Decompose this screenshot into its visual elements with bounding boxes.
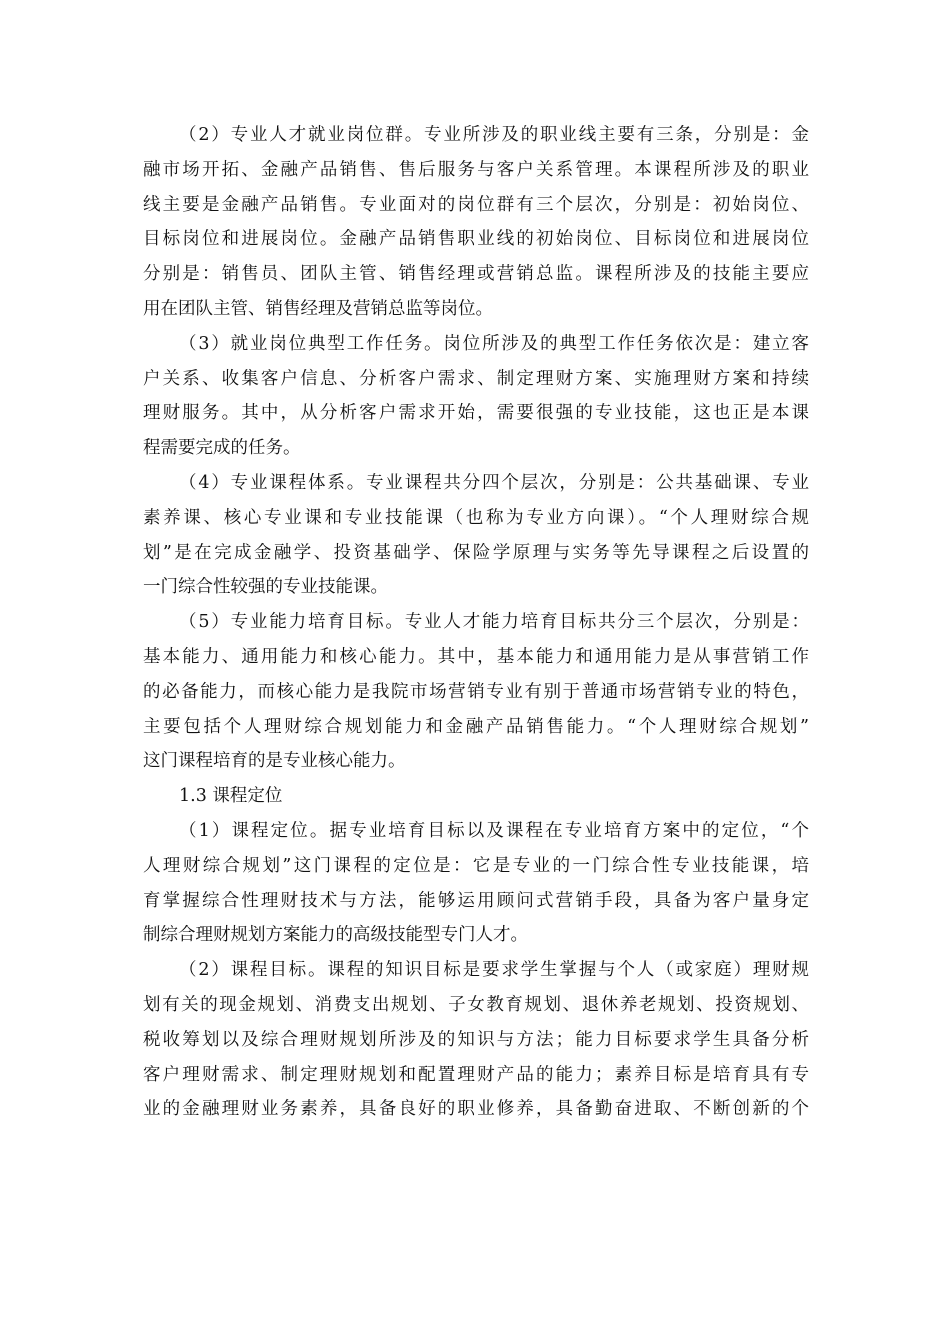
text-line: 户关系、收集客户信息、分析客户需求、制定理财方案、实施理财方案和持续 [143, 368, 809, 389]
text-line: （5）专业能力培育目标。专业人才能力培育目标共分三个层次，分别是： [179, 612, 809, 633]
text-line: 划有关的现金规划、消费支出规划、子女教育规划、退休养老规划、投资规划、 [143, 994, 809, 1015]
text-line: 主要包括个人理财综合规划能力和金融产品销售能力。“个人理财综合规划” [143, 716, 809, 737]
text-line: （2）专业人才就业岗位群。专业所涉及的职业线主要有三条，分别是：金 [179, 125, 809, 145]
text-line: 客户理财需求、制定理财规划和配置理财产品的能力；素养目标是培育具有专 [143, 1064, 809, 1085]
paragraph [143, 953, 809, 1127]
paragraph [143, 118, 809, 327]
document-body [143, 118, 809, 1127]
text-line: 育掌握综合性理财技术与方法，能够运用顾问式营销手段，具备为客户量身定 [143, 890, 809, 911]
section-heading [143, 779, 809, 814]
text-line: 线主要是金融产品销售。专业面对的岗位群有三个层次，分别是：初始岗位、 [143, 194, 809, 215]
paragraph [143, 466, 809, 605]
paragraph [143, 327, 809, 466]
text-line: 融市场开拓、金融产品销售、售后服务与客户关系管理。本课程所涉及的职业 [143, 159, 809, 180]
text-line: 这门课程培育的是专业核心能力。 [143, 751, 406, 772]
text-line: 1.3 课程定位 [179, 786, 283, 807]
text-line: 的必备能力，而核心能力是我院市场营销专业有别于普通市场营销专业的特色， [143, 681, 809, 702]
text-line: 税收筹划以及综合理财规划所涉及的知识与方法；能力目标要求学生具备分析 [143, 1029, 809, 1050]
text-line: （1）课程定位。据专业培育目标以及课程在专业培育方案中的定位，“个 [179, 820, 809, 841]
text-line: 一门综合性较强的专业技能课。 [143, 577, 388, 598]
text-line: 程需要完成的任务。 [143, 438, 301, 459]
text-line: 业的金融理财业务素养，具备良好的职业修养，具备勤奋进取、不断创新的个 [143, 1099, 809, 1120]
text-line: 目标岗位和进展岗位。金融产品销售职业线的初始岗位、目标岗位和进展岗位 [143, 229, 809, 250]
text-line: （3）就业岗位典型工作任务。岗位所涉及的典型工作任务依次是：建立客 [179, 333, 809, 354]
text-line: 人理财综合规划”这门课程的定位是：它是专业的一门综合性专业技能课，培 [143, 855, 809, 876]
text-line: （2）课程目标。课程的知识目标是要求学生掌握与个人（或家庭）理财规 [179, 960, 809, 981]
text-line: 制综合理财规划方案能力的高级技能型专门人才。 [143, 925, 528, 946]
text-line: 素养课、核心专业课和专业技能课（也称为专业方向课）。“个人理财综合规 [143, 507, 809, 528]
text-line: 划”是在完成金融学、投资基础学、保险学原理与实务等先导课程之后设置的 [143, 542, 809, 563]
text-line: （4）专业课程体系。专业课程共分四个层次，分别是：公共基础课、专业 [179, 472, 809, 493]
text-line: 理财服务。其中，从分析客户需求开始，需要很强的专业技能，这也正是本课 [143, 403, 809, 424]
text-line: 分别是：销售员、团队主管、销售经理或营销总监。课程所涉及的技能主要应 [143, 264, 809, 285]
paragraph [143, 605, 809, 779]
text-line: 用在团队主管、销售经理及营销总监等岗位。 [143, 298, 493, 319]
paragraph [143, 814, 809, 953]
text-line: 基本能力、通用能力和核心能力。其中，基本能力和通用能力是从事营销工作 [143, 646, 809, 667]
